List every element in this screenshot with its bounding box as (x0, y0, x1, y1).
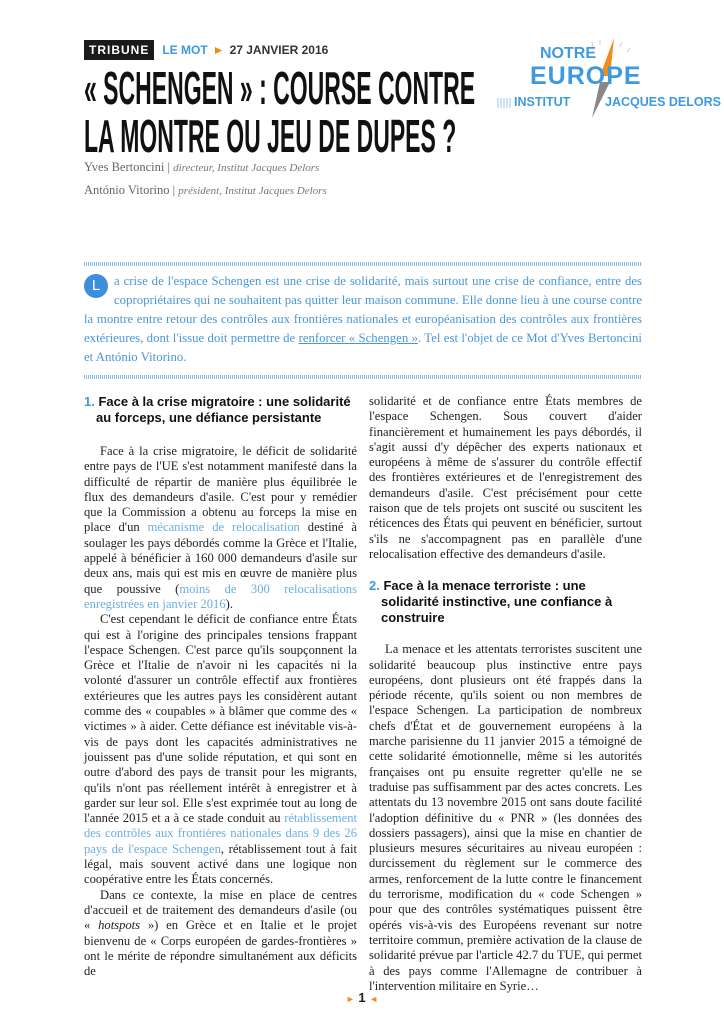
section-heading-text: Face à la crise migratoire : une solidarité au forceps, une défiance persistante (96, 394, 351, 425)
inline-link[interactable]: mécanisme de relocalisation (147, 520, 300, 535)
text-segment: , rétablissement tout à fait légal, mais souvent activé dans une logique non coopérative entre les États concernés. (84, 841, 357, 887)
paragraph (84, 444, 357, 612)
divider (84, 375, 642, 379)
page-title (84, 64, 475, 160)
title-line-1: « SCHENGEN » : COURSE CONTRE (84, 62, 476, 114)
logo-text-jacques-delors: JACQUES DELORS (605, 95, 721, 109)
logo-text-notre: NOTRE (540, 45, 596, 62)
paragraph (84, 888, 357, 980)
text-segment: C'est cependant le déficit de confiance entre États qui est à l'origine des principales tensions frappant l'espace Schengen. C'est parce qu'ils soupçonnent la Grèce et l'Italie de n'avoir ni les capacités ni la volonté d'assurer un contrôle effectif aux frontières extérieures que les autres pays les considèrent autant comme des « coupables » à blâmer que comme des « victimes » à aider. Cette défiance est inévitable vis-à-vis de pays dont les capacités administratives ne jouissent pas d'une solide réputation, et qui sont en outre d'abord des pays de transit pour les migrants, qu'ils n'ont pas réellement intérêt à enregistrer et à garder sur leur sol. Elle s'est exprimée tout au long de l'année 2015 et a à ce stade conduit au (84, 612, 357, 826)
arrow-icon: ◄ (369, 994, 379, 1004)
text-segment: Dans ce contexte, la mise en place de centres d'accueil et de traitement des demandeurs d'asile (ou « (84, 887, 357, 933)
title-line-2: LA MONTRE OU JEU DE DUPES ? (84, 110, 457, 162)
inline-link[interactable]: moins de 300 relocalisations enregistrées en janvier 2016 (84, 581, 357, 611)
author-name: Yves Bertoncini (84, 160, 165, 174)
section-1-heading (84, 394, 357, 426)
page-footer (0, 990, 724, 1007)
intro-text: a crise de l'espace Schengen est une crise de solidarité, mais surtout une crise de confiance, entre des copropriétaires qui ne souhaitent pas quitter leur maison commune. Elle donne lieu à une course contre la montre entre retour des contrôles aux frontières nationales et européanisation des contrôles aux frontières extérieures, dont l'issue doit permettre de (84, 274, 642, 345)
divider (84, 262, 642, 266)
author-role: directeur, Institut Jacques Delors (173, 162, 320, 174)
paragraph (84, 612, 357, 887)
author-1: Yves Bertoncini | directeur, Institut Jacques Delors (84, 160, 320, 174)
section-number: 1. (84, 394, 95, 409)
text-segment: ») en Grèce et en Italie et le projet bienvenu de « Corps européen de gardes-frontières » ont le mérite de répondre simultanément aux déficits de (84, 918, 357, 979)
notre-europe-logo (492, 38, 721, 118)
columns (84, 394, 642, 994)
renforcer-schengen-link[interactable]: renforcer « Schengen » (298, 331, 418, 345)
dropcap: L (84, 274, 108, 298)
logo-text-institut: INSTITUT (514, 95, 571, 109)
arrow-icon: ► (345, 994, 355, 1004)
section-1-body (84, 444, 357, 979)
text-segment: La menace et les attentats terroristes suscitent une solidarité beaucoup plus instinctive entre pays européens, dont plusieurs ont été frappés dans la période récente, qu'ils soient ou non membres de l'espace Schengen. La participation de nombreux chefs d'État et de gouvernement européens à la marche parisienne du 11 janvier 2015 a témoigné de cette solidarité émotionnelle, même si les autorités françaises ont pu ensuite regretter qu'elle ne se traduise pas suffisamment par des actes concrets. Les attentats du 13 novembre 2015 ont sans doute facilité l'adoption définitive du « PNR » (les données des dossiers passagers), ainsi que la mise en chantier de plusieurs mesures sécuritaires au niveau européen : durcissement du règlement sur le commerce des armes, renforcement de la lutte contre le financement du terrorisme, modification du « code Schengen » pour que des contrôles systématiques puissent être opérés vis-à-vis des Européens revenant sur notre territoire commun, première activation de la clause de solidarité prévue par l'article 42.7 du TUE, qui permet à des pays comme l'Allemagne de contribuer à l'intervention militaire en Syrie… (369, 642, 642, 993)
logo-text-europe: EUROPE (530, 62, 642, 90)
section-2-heading (369, 578, 642, 626)
tribune-label: TRIBUNE (84, 40, 154, 60)
author-role: président, Institut Jacques Delors (178, 185, 327, 197)
left-column (84, 394, 357, 994)
text-segment: ). (225, 596, 233, 611)
inline-link[interactable]: rétablissement des contrôles aux frontières nationales dans 9 des 26 pays de l'espace Schengen (84, 811, 357, 856)
text-segment: Face à la crise migratoire, le déficit de solidarité entre pays de l'UE s'est notamment manifesté dans la difficulté de répartir de manière plus équilibrée le flux des demandeurs d'asile. C'est pour y remédier que la Commission a obtenu au forceps la mise en place d'un (84, 444, 357, 535)
right-column (369, 394, 642, 994)
le-mot-label: LE MOT (162, 43, 208, 57)
section-2-body (369, 642, 642, 994)
paragraph-continued: solidarité et de confiance entre États membres de l'espace Schengen. Sous couvert d'aider financièrement et humainement les pays débordés, il s'agit aussi d'y dépêcher des experts nationaux et européens à même de s'assurer du contrôle effectif des frontières extérieures et de l'enregistrement des demandeurs d'asile. C'est précisément pour cette raison que de tels projets ont suscité ou suscitent les réticences des États qui peuvent en bénéficier, surtout s'ils ne s'accompagnent pas en parallèle d'une relocalisation effective des demandeurs d'asile. (369, 394, 642, 561)
publication-date: 27 JANVIER 2016 (229, 43, 329, 57)
section-heading-text: Face à la menace terroriste : une solidarité instinctive, une confiance à construire (381, 578, 613, 626)
article-body (84, 262, 642, 994)
section-number: 2. (369, 578, 380, 594)
section-1-body-continued (369, 394, 642, 562)
intro-text: . Tel est l'objet de ce Mot d'Yves Bertoncini et António Vitorino. (84, 331, 642, 364)
kicker (84, 40, 328, 60)
author-name: António Vitorino (84, 183, 170, 197)
page-number: 1 (358, 990, 366, 1005)
arrow-icon: ► (212, 43, 225, 57)
paragraph (369, 642, 642, 994)
author-2: António Vitorino | président, Institut Jacques Delors (84, 183, 327, 197)
intro-paragraph (84, 272, 642, 367)
text-segment: hotspots (98, 918, 141, 933)
text-segment: destiné à soulager les pays débordés comme la Grèce et l'Italie, appelé à bénéficier à 160 000 demandeurs d'asile sur deux ans, mais qui est mis en œuvre de manière plus que poussive ( (84, 520, 357, 596)
